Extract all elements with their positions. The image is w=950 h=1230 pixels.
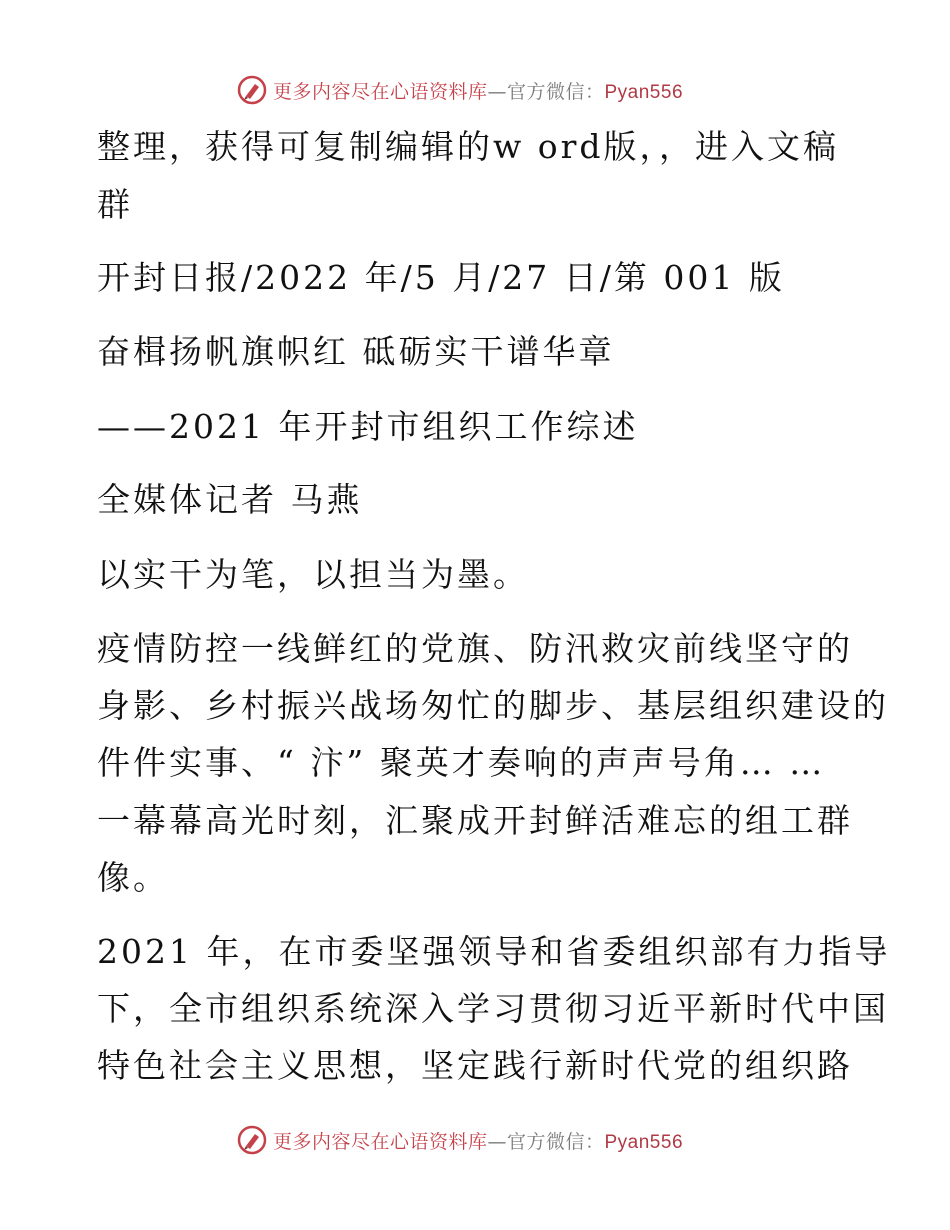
- watermark-text: [273, 77, 683, 104]
- doc-line: 件件实事、“ 汴” 聚英才奏响的声声号角… …: [97, 743, 826, 782]
- doc-line: 以实干为笔，以担当为墨。: [97, 555, 529, 594]
- doc-line: 全媒体记者 马燕: [97, 480, 363, 519]
- watermark-handle: Pyan556: [604, 1131, 684, 1153]
- watermark-site-text: 更多内容尽在心语资料库: [272, 1130, 488, 1153]
- pen-logo-icon: [237, 1125, 267, 1155]
- doc-line: 一幕幕高光时刻，汇聚成开封鲜活难忘的组工群: [97, 801, 853, 840]
- doc-line: 疫情防控一线鲜红的党旗、防汛救灾前线坚守的: [97, 629, 853, 668]
- watermark-label: 官方微信：: [506, 80, 605, 103]
- doc-line: 2021 年，在市委坚强领导和省委组织部有力指导: [97, 932, 891, 971]
- doc-line: 身影、乡村振兴战场匆忙的脚步、基层组织建设的: [97, 686, 889, 725]
- doc-line: 整理，获得可复制编辑的w ord版，，进入文稿: [97, 127, 840, 166]
- doc-line: 开封日报/2022 年/5 月/27 日/第 001 版: [97, 258, 785, 297]
- watermark-text: [273, 1127, 683, 1154]
- watermark-handle: Pyan556: [604, 81, 684, 103]
- doc-line: 像。: [97, 858, 169, 897]
- doc-line: 群: [97, 185, 133, 224]
- doc-line: ——2021 年开封市组织工作综述: [97, 407, 639, 446]
- doc-line: 奋楫扬帆旗帜红 砥砺实干谱华章: [97, 332, 615, 371]
- header-watermark: [0, 70, 950, 110]
- watermark-label: 官方微信：: [506, 1130, 605, 1153]
- pen-logo-icon: [237, 75, 267, 105]
- watermark-separator: —: [487, 1130, 507, 1153]
- doc-line: 特色社会主义思想，坚定践行新时代党的组织路: [97, 1046, 853, 1085]
- watermark-site-text: 更多内容尽在心语资料库: [272, 80, 488, 103]
- watermark-separator: —: [487, 80, 507, 103]
- footer-watermark: [0, 1120, 950, 1160]
- doc-line: 下，全市组织系统深入学习贯彻习近平新时代中国: [97, 989, 889, 1028]
